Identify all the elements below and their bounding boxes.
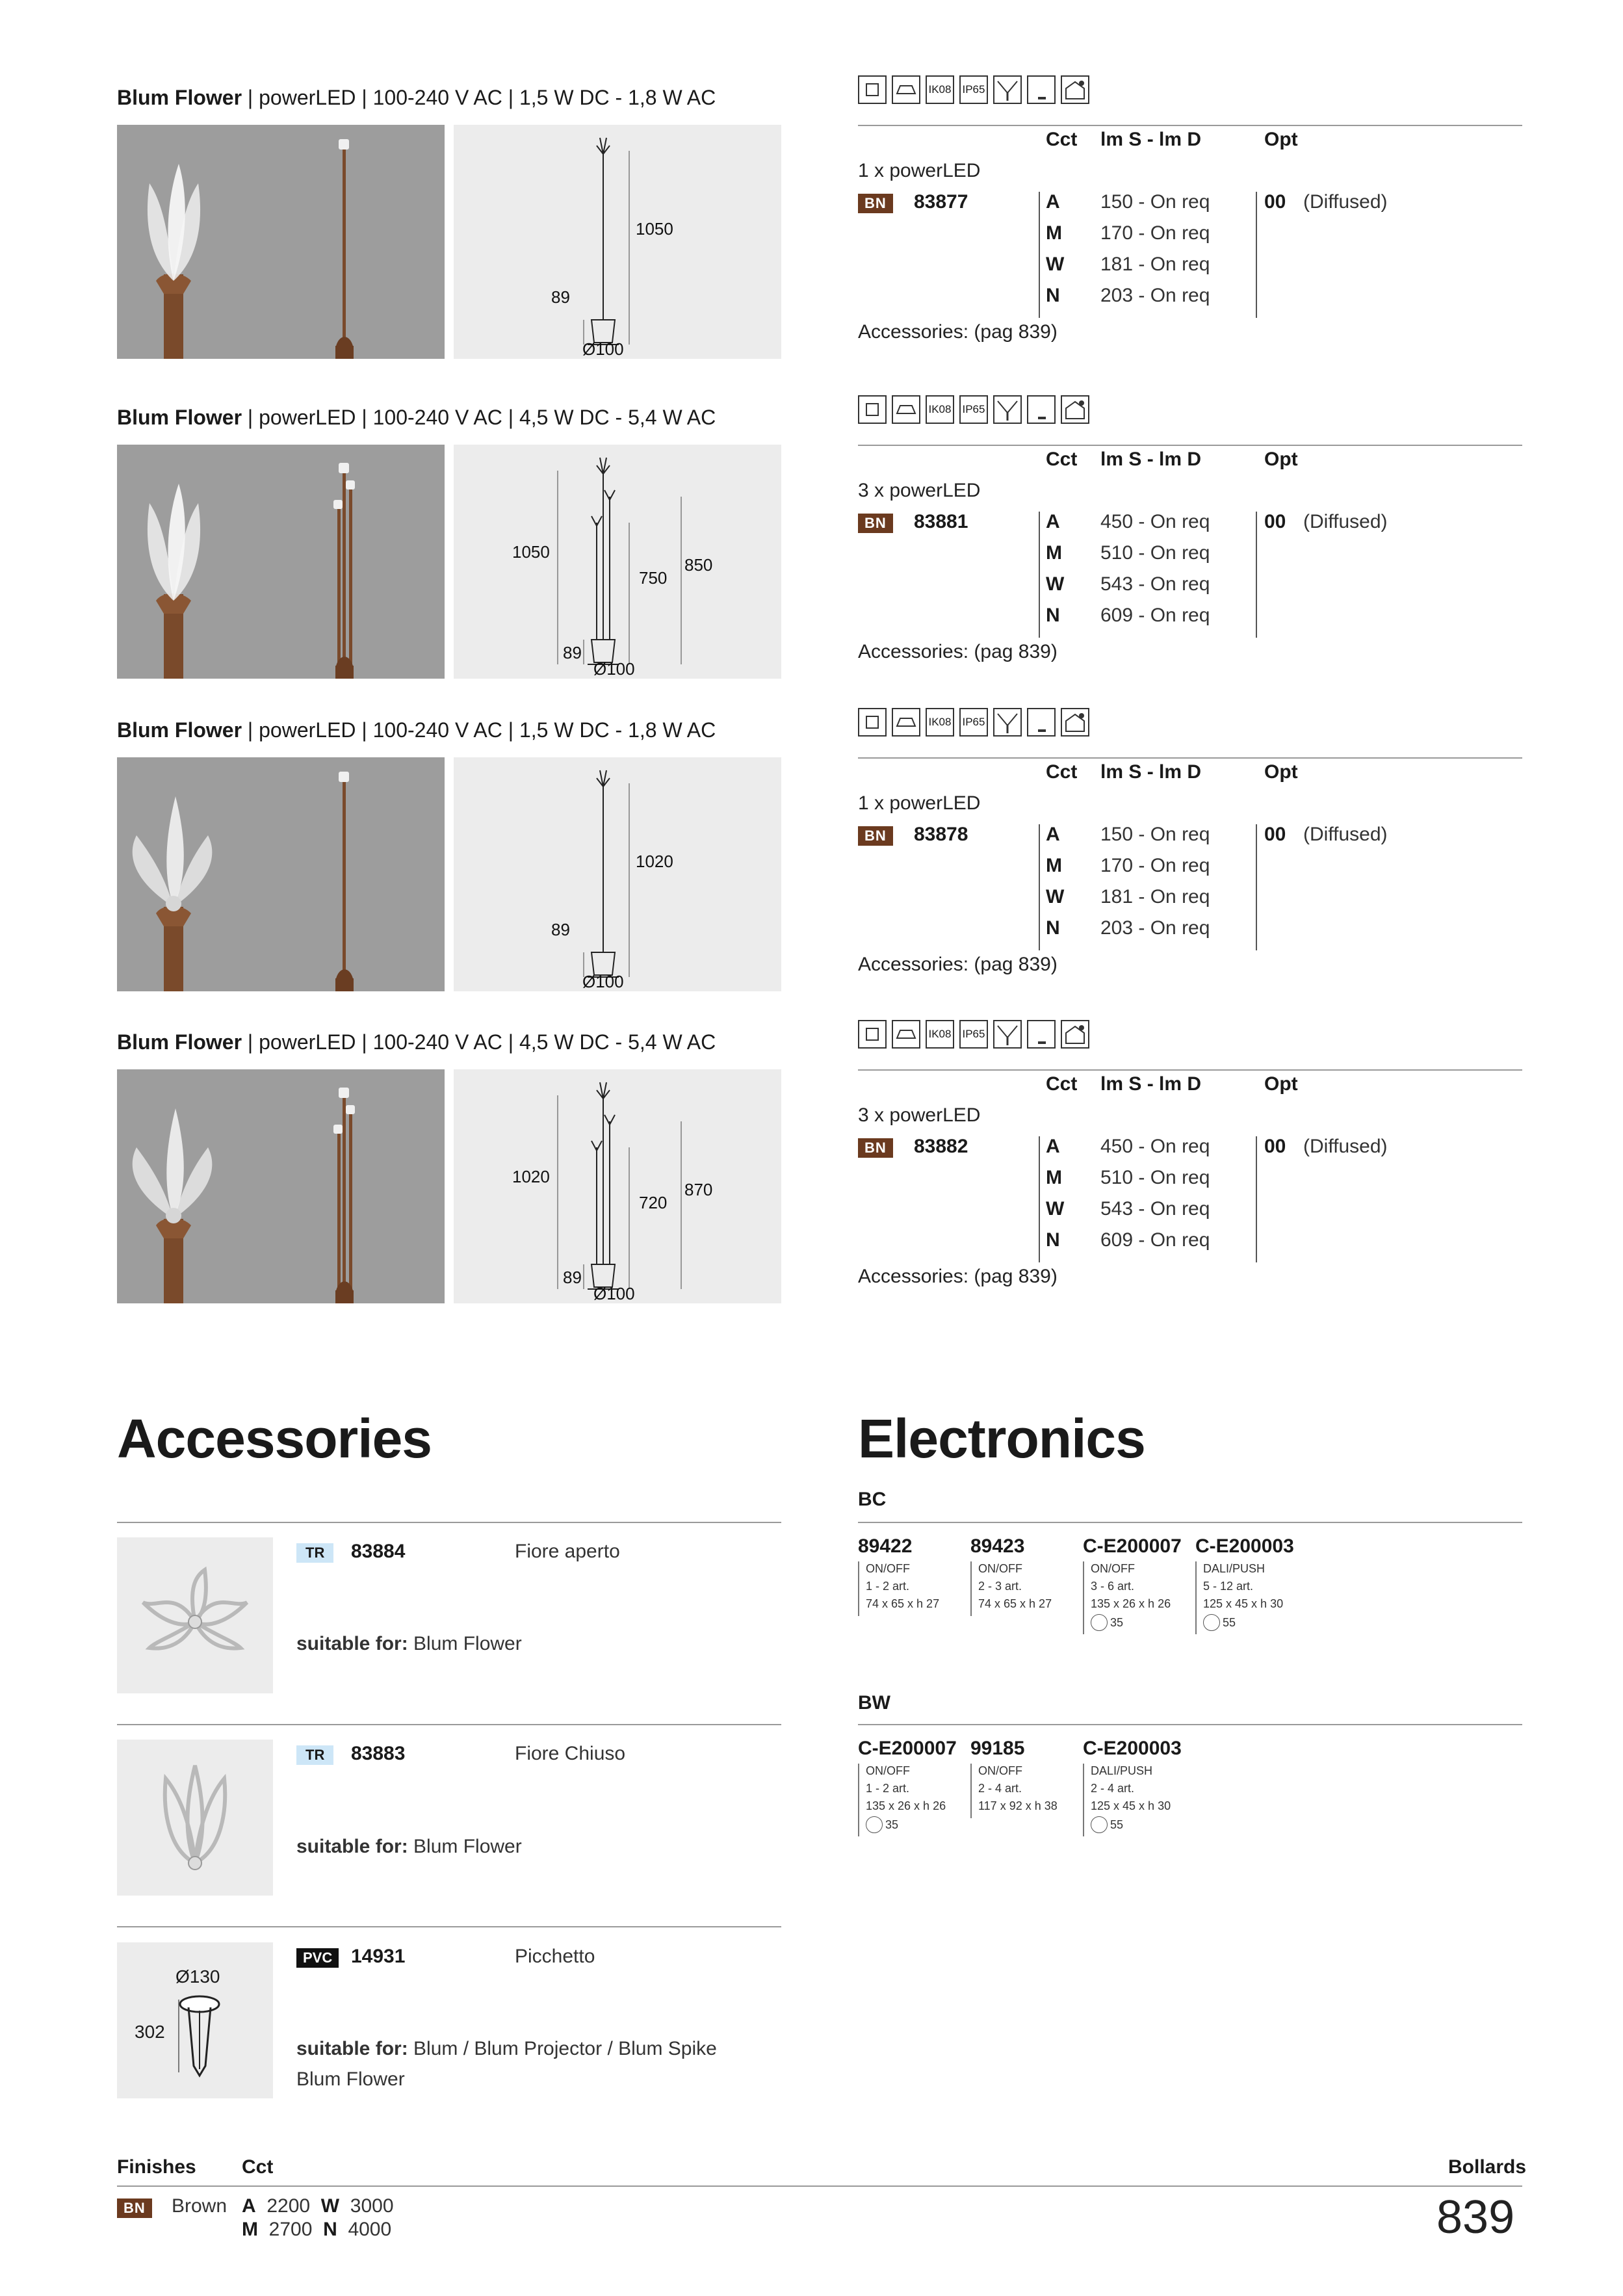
square-icon xyxy=(858,395,887,424)
finish-badge: BN xyxy=(858,514,893,533)
lumen-header: lm S - lm D xyxy=(1100,449,1202,470)
product-title xyxy=(117,406,716,430)
dimension-label: Ø100 xyxy=(593,659,635,679)
driver-code: 99185 xyxy=(970,1738,1025,1759)
column-divider xyxy=(1256,1136,1257,1262)
cct-letter: A xyxy=(1046,511,1060,532)
cct-letter: M xyxy=(1046,542,1062,564)
product-dimension-drawing xyxy=(454,1069,781,1303)
dimension-label: 870 xyxy=(684,1180,713,1199)
column-divider xyxy=(1083,1764,1084,1836)
cct-letter: M xyxy=(1046,1167,1062,1188)
driver-control: ON/OFF xyxy=(866,1562,910,1575)
accessories-reference[interactable]: Accessories: (pag 839) xyxy=(858,321,1058,343)
lumen-value: 150 - On req xyxy=(1100,824,1210,845)
driver-capacity: 2 - 3 art. xyxy=(978,1580,1022,1593)
product-name: Blum Flower xyxy=(117,406,242,429)
driver-code: C-E200007 xyxy=(1083,1535,1182,1557)
dimension-label: 1020 xyxy=(636,852,673,871)
ground-icon xyxy=(1027,395,1056,424)
cable-length: 55 xyxy=(1110,1818,1124,1831)
accessories-reference[interactable]: Accessories: (pag 839) xyxy=(858,954,1058,975)
cable-length-icon xyxy=(866,1816,883,1833)
column-divider xyxy=(1256,824,1257,950)
feature-icons xyxy=(858,1020,1089,1049)
material-tag: PVC xyxy=(296,1948,339,1968)
driver-size: 135 x 26 x h 26 xyxy=(1091,1597,1171,1610)
lumen-value: 609 - On req xyxy=(1100,1229,1210,1251)
product-photo xyxy=(117,125,445,359)
optic-label: (Diffused) xyxy=(1303,191,1388,213)
optic-code: 00 xyxy=(1264,824,1286,845)
product-code: 83878 xyxy=(914,824,968,845)
driver-capacity: 2 - 4 art. xyxy=(1091,1782,1135,1795)
driver-control: ON/OFF xyxy=(866,1764,910,1777)
divider xyxy=(858,1069,1522,1071)
column-divider xyxy=(858,1561,859,1616)
optic-header: Opt xyxy=(1264,449,1298,470)
divider xyxy=(117,1926,781,1927)
divider xyxy=(858,445,1522,446)
ik08-rating-icon: IK08 xyxy=(926,708,954,737)
finish-name: Brown xyxy=(172,2195,227,2217)
suitable-value-line2: Blum Flower xyxy=(296,2068,405,2090)
material-tag: TR xyxy=(296,1543,333,1563)
product-code: 83881 xyxy=(914,511,968,532)
accessory-name: Fiore Chiuso xyxy=(515,1743,626,1764)
beam-icon xyxy=(993,395,1022,424)
cct-letter: N xyxy=(1046,917,1060,939)
cable-length-icon xyxy=(1091,1614,1108,1631)
beam-icon xyxy=(993,708,1022,737)
ip65-rating-icon: IP65 xyxy=(959,708,988,737)
optic-header: Opt xyxy=(1264,1073,1298,1095)
page-number: 839 xyxy=(1436,2191,1515,2243)
ip65-rating-icon: IP65 xyxy=(959,395,988,424)
lumen-value: 609 - On req xyxy=(1100,605,1210,626)
finish-badge: BN xyxy=(117,2198,152,2218)
accessory-name: Picchetto xyxy=(515,1946,595,1967)
column-divider xyxy=(1195,1561,1197,1634)
driver-code: 89422 xyxy=(858,1535,913,1557)
lumen-value: 543 - On req xyxy=(1100,573,1210,595)
column-divider xyxy=(1083,1561,1084,1634)
dimension-label: 89 xyxy=(563,1268,582,1287)
driver-size: 74 x 65 x h 27 xyxy=(978,1597,1052,1610)
divider xyxy=(858,1522,1522,1523)
optic-label: (Diffused) xyxy=(1303,511,1388,532)
column-divider xyxy=(1039,512,1040,638)
ground-icon xyxy=(1027,1020,1056,1049)
cct-kelvin: 2700 xyxy=(268,2219,313,2240)
accessory-name: Fiore aperto xyxy=(515,1541,620,1562)
product-title xyxy=(117,1030,716,1054)
product-title xyxy=(117,86,716,110)
cct-letter: N xyxy=(1046,285,1060,306)
cct-letter: M xyxy=(1046,855,1062,876)
lumen-header: lm S - lm D xyxy=(1100,761,1202,783)
divider xyxy=(858,1724,1522,1725)
dimension-label: 1050 xyxy=(512,542,550,562)
divider xyxy=(117,1724,781,1725)
driver-capacity: 2 - 4 art. xyxy=(978,1782,1022,1795)
lumen-value: 510 - On req xyxy=(1100,1167,1210,1188)
column-divider xyxy=(1256,192,1257,318)
ground-icon xyxy=(1027,75,1056,104)
cct-letter: N xyxy=(1046,1229,1060,1251)
feature-icons xyxy=(858,708,1089,737)
cct-letter: M xyxy=(242,2219,258,2240)
driver-size: 117 x 92 x h 38 xyxy=(978,1799,1058,1812)
product-code: 83877 xyxy=(914,191,968,213)
feature-icons xyxy=(858,395,1089,424)
optic-code: 00 xyxy=(1264,511,1286,532)
dimension-label: Ø100 xyxy=(582,339,624,359)
surface-icon xyxy=(892,1020,920,1049)
cct-letter: W xyxy=(1046,886,1065,907)
product-dimension-drawing xyxy=(454,757,781,991)
dimension-label: 89 xyxy=(551,920,570,939)
divider xyxy=(858,757,1522,759)
cct-letter: A xyxy=(242,2195,256,2217)
ik08-rating-icon: IK08 xyxy=(926,75,954,104)
lumen-header: lm S - lm D xyxy=(1100,1073,1202,1095)
suitable-label: suitable for: xyxy=(296,1836,408,1857)
outdoor-icon xyxy=(1061,1020,1089,1049)
accessories-reference[interactable]: Accessories: (pag 839) xyxy=(858,1266,1058,1287)
optic-header: Opt xyxy=(1264,761,1298,783)
cct-header: Cct xyxy=(1046,449,1078,470)
suitable-for xyxy=(296,2038,717,2060)
driver-capacity: 1 - 2 art. xyxy=(866,1782,910,1795)
product-dimension-drawing xyxy=(454,445,781,679)
product-title xyxy=(117,718,716,742)
accessories-reference[interactable]: Accessories: (pag 839) xyxy=(858,641,1058,662)
ground-icon xyxy=(1027,708,1056,737)
surface-icon xyxy=(892,395,920,424)
column-divider xyxy=(970,1764,972,1818)
suitable-for xyxy=(296,1836,522,1858)
surface-icon xyxy=(892,708,920,737)
dimension-label: 1020 xyxy=(512,1167,550,1186)
column-divider xyxy=(1039,192,1040,318)
driver-code: C-E200007 xyxy=(858,1738,957,1759)
lumen-value: 170 - On req xyxy=(1100,855,1210,876)
product-photo xyxy=(117,445,445,679)
led-type: 3 x powerLED xyxy=(858,1104,981,1126)
accessory-image-fiore-aperto xyxy=(117,1537,273,1693)
square-icon xyxy=(858,75,887,104)
product-photo xyxy=(117,757,445,991)
dimension-label: 850 xyxy=(684,555,713,575)
ip65-rating-icon: IP65 xyxy=(959,75,988,104)
driver-control: DALI/PUSH xyxy=(1091,1764,1153,1777)
driver-capacity: 1 - 2 art. xyxy=(866,1580,910,1593)
accessory-code: 14931 xyxy=(351,1946,406,1967)
product-code: 83882 xyxy=(914,1136,968,1157)
product-name: Blum Flower xyxy=(117,1030,242,1054)
cable-length-icon xyxy=(1203,1614,1220,1631)
ik08-rating-icon: IK08 xyxy=(926,1020,954,1049)
lumen-value: 181 - On req xyxy=(1100,254,1210,275)
square-icon xyxy=(858,708,887,737)
optic-code: 00 xyxy=(1264,1136,1286,1157)
lumen-value: 450 - On req xyxy=(1100,1136,1210,1157)
driver-control: ON/OFF xyxy=(978,1764,1022,1777)
cct-letter: A xyxy=(1046,1136,1060,1157)
product-photo xyxy=(117,1069,445,1303)
product-spec: | powerLED | 100-240 V AC | 4,5 W DC - 5,4 W AC xyxy=(242,406,716,429)
suitable-value: Blum / Blum Projector / Blum Spike xyxy=(408,2038,717,2059)
divider xyxy=(117,1522,781,1523)
outdoor-icon xyxy=(1061,75,1089,104)
square-icon xyxy=(858,1020,887,1049)
product-spec: | powerLED | 100-240 V AC | 1,5 W DC - 1,8 W AC xyxy=(242,86,716,109)
driver-size: 125 x 45 x h 30 xyxy=(1203,1597,1284,1610)
cct-header: Cct xyxy=(1046,129,1078,150)
led-type: 3 x powerLED xyxy=(858,480,981,501)
led-type: 1 x powerLED xyxy=(858,792,981,814)
feature-icons xyxy=(858,75,1089,104)
optic-label: (Diffused) xyxy=(1303,824,1388,845)
driver-code: 89423 xyxy=(970,1535,1025,1557)
suitable-label: suitable for: xyxy=(296,2038,408,2059)
cct-letter: W xyxy=(1046,1198,1065,1220)
accessory-image-fiore-chiuso xyxy=(117,1740,273,1896)
product-name: Blum Flower xyxy=(117,86,242,109)
dimension-height: 302 xyxy=(135,2022,165,2042)
accessory-image-picchetto xyxy=(117,1942,273,2098)
driver-control: ON/OFF xyxy=(978,1562,1022,1575)
product-dimension-drawing xyxy=(454,125,781,359)
finishes-label: Finishes xyxy=(117,2156,196,2178)
lumen-value: 150 - On req xyxy=(1100,191,1210,213)
driver-size: 135 x 26 x h 26 xyxy=(866,1799,946,1812)
dimension-label: Ø100 xyxy=(593,1284,635,1303)
bw-label: BW xyxy=(858,1692,890,1714)
dimension-label: 89 xyxy=(563,643,582,662)
driver-code: C-E200003 xyxy=(1083,1738,1182,1759)
ip65-rating-icon: IP65 xyxy=(959,1020,988,1049)
electronics-heading: Electronics xyxy=(858,1408,1145,1469)
driver-size: 74 x 65 x h 27 xyxy=(866,1597,940,1610)
led-type: 1 x powerLED xyxy=(858,160,981,181)
cct-kelvin: 3000 xyxy=(350,2195,394,2217)
suitable-label: suitable for: xyxy=(296,1633,408,1654)
cct-values xyxy=(242,2195,394,2241)
outdoor-icon xyxy=(1061,708,1089,737)
cct-letter: W xyxy=(1046,573,1065,595)
cct-kelvin: 2200 xyxy=(266,2195,311,2217)
optic-code: 00 xyxy=(1264,191,1286,213)
cct-header: Cct xyxy=(1046,1073,1078,1095)
accessories-heading: Accessories xyxy=(117,1408,432,1469)
column-divider xyxy=(858,1764,859,1836)
lumen-value: 543 - On req xyxy=(1100,1198,1210,1220)
driver-capacity: 3 - 6 art. xyxy=(1091,1580,1135,1593)
lumen-value: 510 - On req xyxy=(1100,542,1210,564)
suitable-value: Blum Flower xyxy=(408,1836,522,1857)
product-spec: | powerLED | 100-240 V AC | 1,5 W DC - 1,8 W AC xyxy=(242,718,716,742)
cct-letter: A xyxy=(1046,824,1060,845)
dimension-diameter: Ø130 xyxy=(175,1966,220,1987)
cct-label: Cct xyxy=(242,2156,274,2178)
cct-letter: N xyxy=(323,2219,337,2240)
driver-control: DALI/PUSH xyxy=(1203,1562,1266,1575)
column-divider xyxy=(1039,1136,1040,1262)
cct-kelvin: 4000 xyxy=(348,2219,392,2240)
cct-letter: W xyxy=(1046,254,1065,275)
outdoor-icon xyxy=(1061,395,1089,424)
cable-length: 55 xyxy=(1223,1616,1236,1629)
cct-letter: M xyxy=(1046,222,1062,244)
column-divider xyxy=(970,1561,972,1616)
accessory-code: 83883 xyxy=(351,1743,406,1764)
driver-control: ON/OFF xyxy=(1091,1562,1135,1575)
dimension-label: 1050 xyxy=(636,219,673,239)
beam-icon xyxy=(993,1020,1022,1049)
cable-length: 35 xyxy=(885,1818,899,1831)
finish-badge: BN xyxy=(858,1138,893,1158)
product-spec: | powerLED | 100-240 V AC | 4,5 W DC - 5,4 W AC xyxy=(242,1030,716,1054)
suitable-value: Blum Flower xyxy=(408,1633,522,1654)
cable-length: 35 xyxy=(1110,1616,1124,1629)
lumen-header: lm S - lm D xyxy=(1100,129,1202,150)
lumen-value: 203 - On req xyxy=(1100,285,1210,306)
dimension-label: 750 xyxy=(639,568,668,588)
cct-letter: W xyxy=(320,2195,340,2217)
cct-letter: A xyxy=(1046,191,1060,213)
lumen-value: 170 - On req xyxy=(1100,222,1210,244)
suitable-for xyxy=(296,1633,522,1655)
column-divider xyxy=(1256,512,1257,638)
beam-icon xyxy=(993,75,1022,104)
driver-code: C-E200003 xyxy=(1195,1535,1294,1557)
optic-label: (Diffused) xyxy=(1303,1136,1388,1157)
cct-header: Cct xyxy=(1046,761,1078,783)
ik08-rating-icon: IK08 xyxy=(926,395,954,424)
bc-label: BC xyxy=(858,1489,887,1510)
optic-header: Opt xyxy=(1264,129,1298,150)
accessory-code: 83884 xyxy=(351,1541,406,1562)
dimension-label: 89 xyxy=(551,287,570,307)
finish-badge: BN xyxy=(858,194,893,213)
lumen-value: 181 - On req xyxy=(1100,886,1210,907)
dimension-label: Ø100 xyxy=(582,972,624,991)
divider xyxy=(117,2185,1522,2187)
driver-capacity: 5 - 12 art. xyxy=(1203,1580,1254,1593)
material-tag: TR xyxy=(296,1745,333,1765)
dimension-label: 720 xyxy=(639,1193,668,1212)
lumen-value: 450 - On req xyxy=(1100,511,1210,532)
finish-badge: BN xyxy=(858,826,893,846)
cct-letter: N xyxy=(1046,605,1060,626)
surface-icon xyxy=(892,75,920,104)
driver-size: 125 x 45 x h 30 xyxy=(1091,1799,1171,1812)
product-name: Blum Flower xyxy=(117,718,242,742)
lumen-value: 203 - On req xyxy=(1100,917,1210,939)
divider xyxy=(858,125,1522,126)
section-name: Bollards xyxy=(1448,2156,1527,2178)
cable-length-icon xyxy=(1091,1816,1108,1833)
column-divider xyxy=(1039,824,1040,950)
